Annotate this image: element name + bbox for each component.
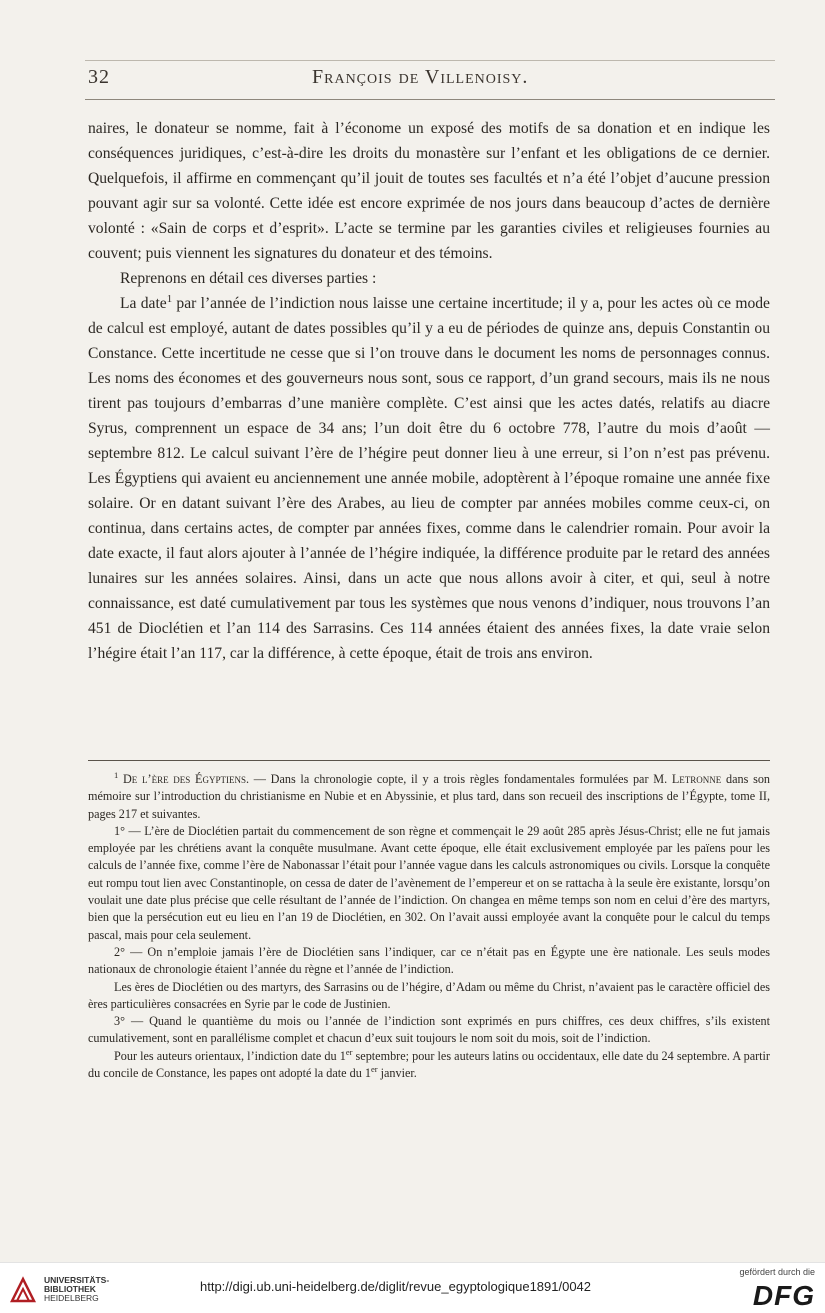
ordinal-suffix: er: [345, 1046, 353, 1057]
footnote-title: De l’ère des Égyptiens.: [123, 772, 250, 786]
footnote-reference[interactable]: 1: [166, 292, 173, 305]
footnote-1: [88, 771, 770, 823]
footnotes: [88, 771, 770, 1082]
p3-lead: La date: [120, 295, 167, 312]
library-name-line-1: UNIVERSITÄTS-: [44, 1275, 110, 1285]
source-url-link[interactable]: http://digi.ub.uni-heidelberg.de/diglit/revue_egyptologique1891/0042: [200, 1279, 592, 1294]
library-name-line-2: BIBLIOTHEK: [44, 1284, 96, 1294]
library-logo-icon: [8, 1275, 38, 1305]
page-number: 32: [88, 66, 110, 88]
body-paragraph-2: Reprenons en détail ces diverses parties :: [120, 270, 377, 287]
footnote-paragraph-4: Les ères de Dioclétien ou des martyrs, des Sarrasins ou de l’hégire, d’Adam ou même du Christ, n’avaient pas le caractère officiel des ères particulières consacrées en Syrie par le code de Justinien.: [88, 979, 770, 1011]
header-rule: [85, 99, 775, 100]
author-name: Letronne: [671, 772, 722, 786]
footnote-1-text-a: — Dans la chronologie copte, il y a trois règles fondamentales formulées par M.: [249, 772, 672, 786]
footnote-paragraph-6: [88, 1048, 770, 1083]
footnote-paragraph-2: 1° — L’ère de Dioclétien partait du commencement de son règne et commençait le 29 août 285 après Jésus-Christ; elle ne fut jamais employée par les chrétiens avant la conquête musulmane. Avant cette époque, elle était exclusivement employée par les païens pour les calculs de l’année fixe, comme l’ère de Nabonassar l’était pour l’année vague dans les calculs astronomiques ou civils. Lorsque la conquête eut rompu tout lien avec Constantinople, on cessa de dater de l’avènement de l’empereur et on se rattacha à la seule ère existante, lorsqu’on voulait une date plus précise que celle résultant de l’année de l’indiction. On changea en même temps son nom en celui d’ère des martyrs, bien que la persécution eut eu lieu en l’an 19 de Dioclétien, en 302. On l’avait aussi employée avant la conquête pour le calcul du temps pascal, mais pour cela seulement.: [88, 823, 770, 942]
footnote-1-text-b: dans son mémoire sur l’introduction du christianisme en Nubie et en Abyssinie, et plus tard, dans son recueil des inscriptions de l’Égypte, tome II, pages 217 et suivantes.: [88, 772, 771, 821]
footnote-paragraph-5: 3° — Quand le quantième du mois ou l’année de l’indiction sont exprimés en purs chiffres, ces deux chiffres, s’ils existent cumulativement, sont en parallélisme complet et chacun d’eux suit toujours le nom soit du mois, soit de l’indiction.: [88, 1014, 770, 1046]
dfg-logo: DFG: [752, 1280, 815, 1311]
body-paragraph-1: naires, le donateur se nomme, fait à l’économe un exposé des motifs de sa donation et en indique les conséquences juridiques, c’est-à-dire les droits du monastère sur l’enfant et les obligations de ce dernier. Quelquefois, il affirme en commençant qu’il jouit de toutes ses facultés et n’a été l’objet d’aucune pression pouvant agir sur sa volonté. Cette idée est encore exprimée de nos jours dans beaucoup d’actes de dernière volonté : «Sain de corps et d’esprit». L’acte se termine par les garanties civiles et religieuses fournies au couvent; puis viennent les signatures du donateur et des témoins.: [88, 120, 770, 262]
footnote-paragraph-3: 2° — On n’emploie jamais l’ère de Dioclétien sans l’indiquer, car ce n’était pas en Égypte une ère nationale. Les seuls modes nationaux de chronologie étaient l’année du règne et l’année de l’indiction.: [88, 944, 770, 977]
body-paragraph-3: [88, 291, 770, 666]
fn6-text-b: septembre; pour les auteurs latins ou occidentaux, elle date du 24 septembre. A partir du concile de Constance, les papes ont adopté la date du 1: [88, 1048, 770, 1081]
footer-bar: [0, 1262, 825, 1313]
library-name: [44, 1276, 109, 1303]
body-text: [88, 116, 770, 666]
sponsor-text: gefördert durch die: [739, 1267, 815, 1277]
ordinal-suffix: er: [370, 1063, 378, 1074]
p3-text: par l’année de l’indiction nous laisse une certaine incertitude; il y a, pour les actes où ce mode de calcul est employé, autant de dates possibles qu’il y a eu de périodes de quinze ans, depuis Constantin ou Constance. Cette incertitude ne cesse que si l’on trouve dans le document les noms de personnages connus. Les noms des économes et des gouverneurs nous sont, sous ce rapport, d’un grand secours, mais ils ne nous tirent pas toujours d’embarras d’une manière complète. C’est ainsi que les actes datés, relatifs au diacre Syrus, comprennent un espace de 34 ans; l’un doit être du 6 octobre 778, l’autre du mois d’août — septembre 812. Le calcul suivant l’ère de l’hégire peut donner lieu à une erreur, si l’on n’est pas prévenu. Les Égyptiens qui avaient eu anciennement une année mobile, adoptèrent à l’époque romaine une année fixe solaire. Or en datant suivant l’ère des Arabes, au lieu de compter par années mobiles comme ceux-ci, on continua, dans certains actes, de compter par années fixes, comme dans le calendrier romain. Pour avoir la date exacte, il faut alors ajouter à l’année de l’hégire indiquée, la différence produite par le retard des années lunaires sur les années solaires. Ainsi, dans un acte que nous allons avoir à citer, et qui, seul à notre connaissance, est daté cumulativement par tous les systèmes que nous venons d’indiquer, nous trouvons l’an 451 de Dioclétien et l’an 114 des Sarrasins. Ces 114 années étaient des années fixes, la date vraie selon l’hégire était l’an 117, car la différence, à cette époque, était de trois ans environ.: [88, 295, 770, 662]
footnote-rule: [88, 760, 770, 761]
running-head: François de Villenoisy.: [312, 66, 529, 88]
header-top-rule: [85, 60, 775, 61]
fn6-text-c: janvier.: [377, 1066, 417, 1081]
library-name-line-3: HEIDELBERG: [44, 1293, 99, 1303]
fn6-text-a: Pour les auteurs orientaux, l’indiction date du 1: [114, 1048, 346, 1063]
footnote-marker: 1: [114, 769, 119, 780]
